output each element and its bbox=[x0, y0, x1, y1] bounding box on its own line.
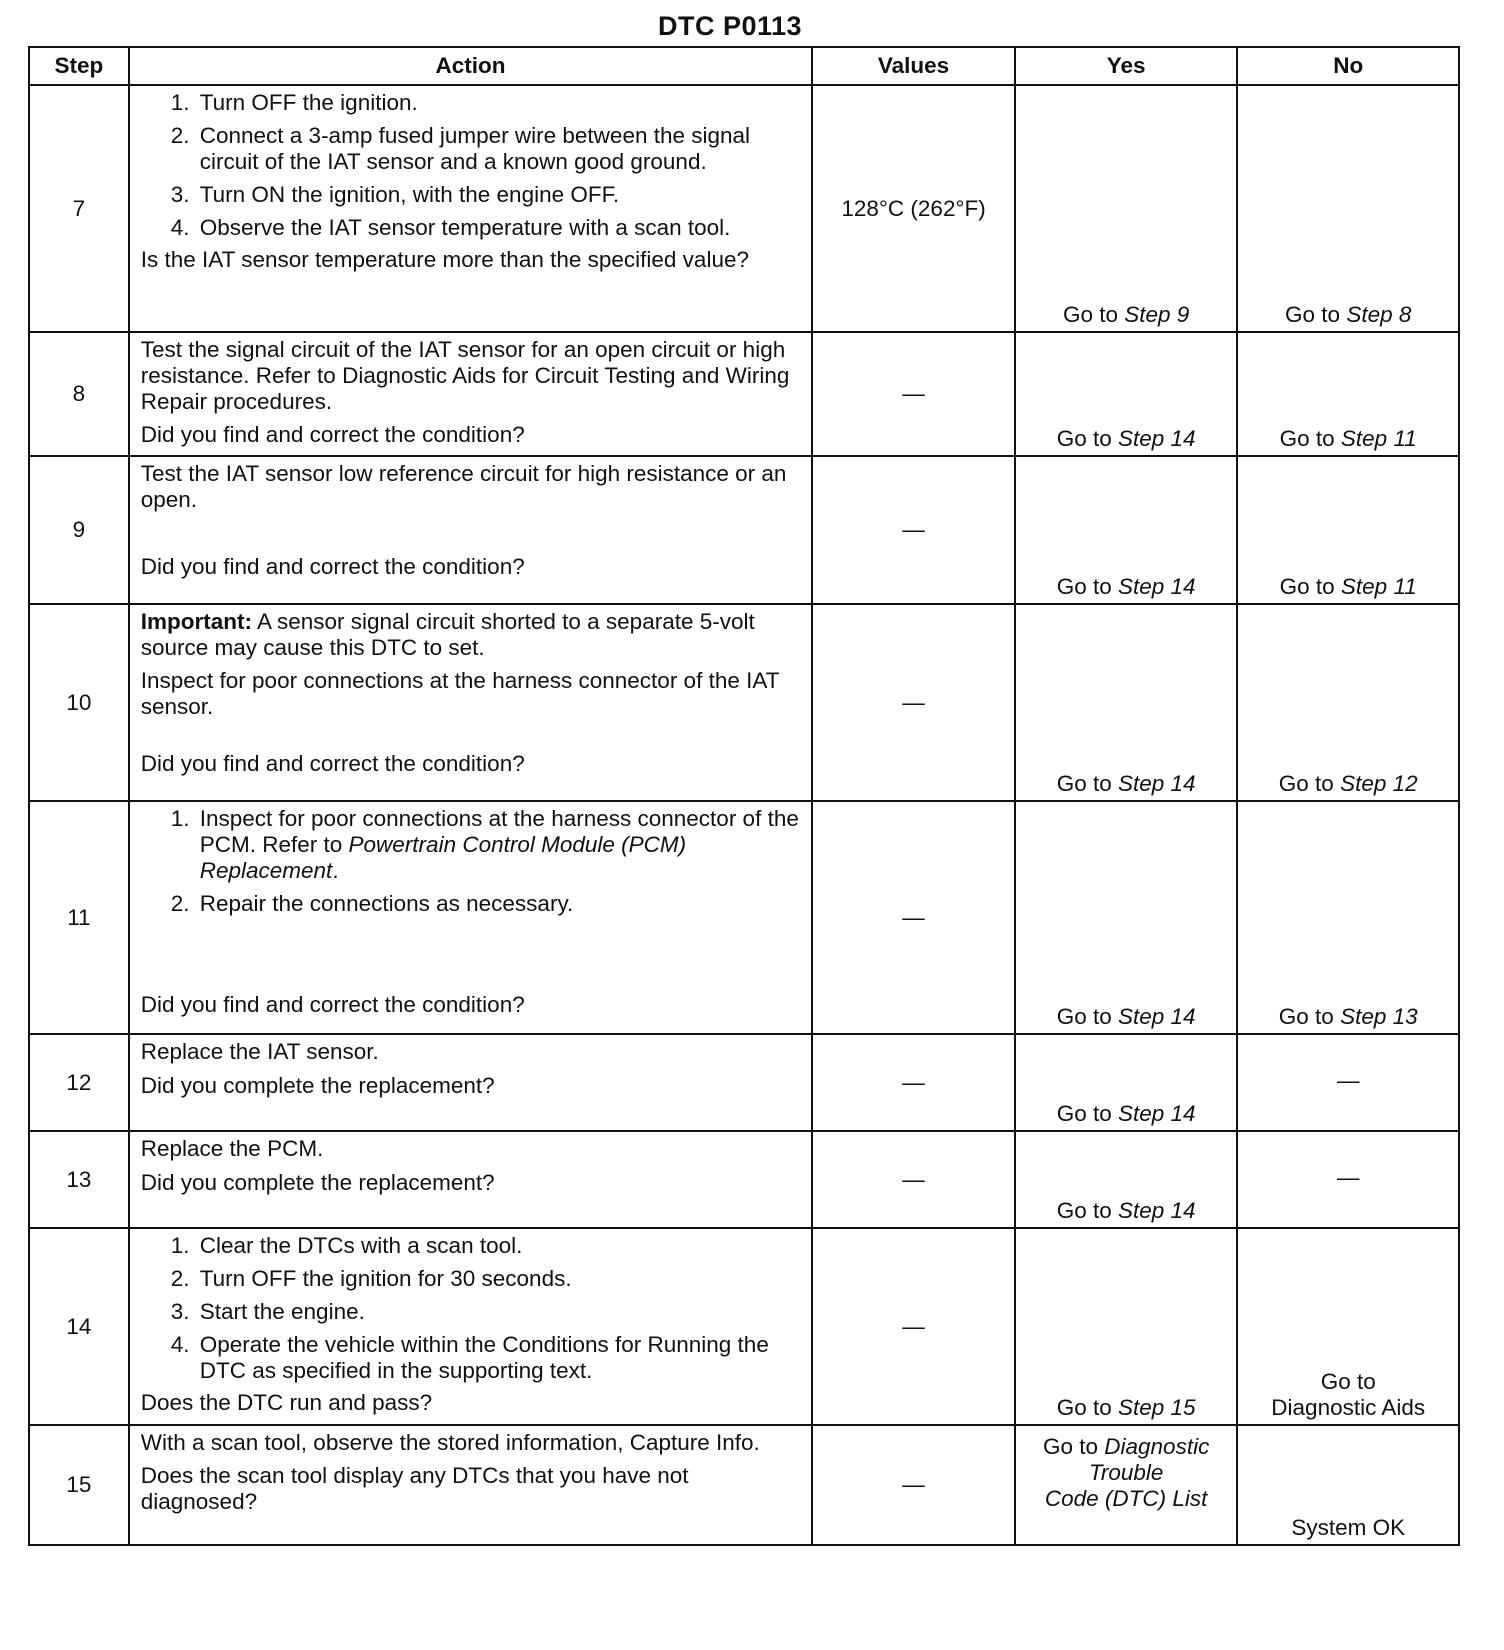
table-row bbox=[29, 332, 1459, 456]
important-label: Important: bbox=[140, 609, 252, 634]
yes-cell bbox=[1015, 1131, 1238, 1228]
list-item: 1. Clear the DTCs with a scan tool. bbox=[196, 1233, 804, 1259]
yes-cell bbox=[1015, 332, 1238, 456]
table-row bbox=[29, 1425, 1459, 1545]
action-question: Did you find and correct the condition? bbox=[140, 422, 525, 447]
yes-line bbox=[1016, 1460, 1237, 1486]
step-link: Step 14 bbox=[1118, 574, 1196, 599]
go-to-text: Go to bbox=[1056, 771, 1112, 796]
go-to-text: Go to bbox=[1278, 771, 1334, 796]
yes-cell bbox=[1015, 1228, 1238, 1425]
value-cell: — bbox=[812, 801, 1015, 1034]
step-link: Step 11 bbox=[1340, 574, 1417, 599]
header-step: Step bbox=[29, 47, 129, 85]
action-cell bbox=[129, 604, 813, 801]
value-cell: — bbox=[812, 332, 1015, 456]
action-text: Test the signal circuit of the IAT sensor for an open circuit or high resistance. Refer to Diagnostic Aids for Circuit Testing and Wiring Repair procedures. bbox=[140, 337, 790, 414]
action-text: Test the IAT sensor low reference circuit for high resistance or an open. bbox=[140, 461, 787, 512]
go-to-text: Go to bbox=[1056, 426, 1112, 451]
list-item bbox=[196, 806, 804, 884]
go-to-text: Go to bbox=[1042, 1434, 1098, 1459]
important-note bbox=[141, 609, 804, 661]
no-cell bbox=[1237, 456, 1459, 604]
no-cell bbox=[1237, 604, 1459, 801]
step-number: 13 bbox=[29, 1131, 129, 1228]
list-item-end: . bbox=[332, 858, 339, 883]
no-cell: — bbox=[1237, 1131, 1459, 1228]
go-to-text: Go to bbox=[1279, 426, 1335, 451]
action-text: With a scan tool, observe the stored information, Capture Info. bbox=[140, 1430, 760, 1455]
yes-cell bbox=[1015, 801, 1238, 1034]
step-number: 15 bbox=[29, 1425, 129, 1545]
important-text: A sensor signal circuit shorted to a separate 5-volt source may cause this DTC to set. bbox=[140, 609, 755, 660]
table-row bbox=[29, 1034, 1459, 1131]
no-cell bbox=[1237, 1228, 1459, 1425]
action-list bbox=[141, 1233, 804, 1384]
list-item: 2. Repair the connections as necessary. bbox=[196, 891, 804, 917]
list-item: 4. Operate the vehicle within the Conditions for Running the DTC as specified in the supporting text. bbox=[196, 1332, 804, 1384]
yes-line bbox=[1016, 1434, 1237, 1460]
table-row bbox=[29, 85, 1459, 332]
action-cell bbox=[129, 1425, 813, 1545]
action-list bbox=[141, 90, 804, 241]
dtc-list-link: Diagnostic bbox=[1104, 1434, 1210, 1459]
step-link: Step 14 bbox=[1118, 1004, 1196, 1029]
go-to-text: Go to bbox=[1278, 1004, 1334, 1029]
list-item: 3. Start the engine. bbox=[196, 1299, 804, 1325]
value-cell: — bbox=[812, 1034, 1015, 1131]
go-to-text: Go to bbox=[1285, 302, 1341, 327]
table-row bbox=[29, 801, 1459, 1034]
step-link: Step 14 bbox=[1118, 1198, 1196, 1223]
yes-cell bbox=[1015, 85, 1238, 332]
go-to-text: Go to bbox=[1056, 1101, 1112, 1126]
step-link: Step 8 bbox=[1346, 302, 1412, 327]
go-to-text: Go to bbox=[1056, 1395, 1112, 1420]
dtc-list-link: Code (DTC) List bbox=[1044, 1486, 1208, 1511]
action-question: Is the IAT sensor temperature more than the specified value? bbox=[140, 247, 749, 272]
step-number: 11 bbox=[29, 801, 129, 1034]
yes-cell bbox=[1015, 1034, 1238, 1131]
header-row bbox=[29, 47, 1459, 85]
action-cell bbox=[129, 85, 813, 332]
action-question: Did you find and correct the condition? bbox=[140, 554, 525, 579]
table-row bbox=[29, 456, 1459, 604]
value-cell: — bbox=[812, 1228, 1015, 1425]
page-title: DTC P0113 bbox=[657, 11, 803, 41]
step-link: Step 14 bbox=[1118, 426, 1196, 451]
value-cell: — bbox=[812, 604, 1015, 801]
step-link: Step 14 bbox=[1118, 771, 1196, 796]
diagnostic-aids-link: Diagnostic Aids bbox=[1271, 1395, 1426, 1420]
go-to-text: Go to bbox=[1056, 1004, 1112, 1029]
value-cell: — bbox=[812, 1425, 1015, 1545]
list-item: 3. Turn ON the ignition, with the engine OFF. bbox=[196, 182, 804, 208]
action-cell bbox=[129, 456, 813, 604]
action-question: Did you complete the replacement? bbox=[140, 1073, 495, 1098]
yes-line bbox=[1016, 1486, 1237, 1512]
yes-cell bbox=[1015, 604, 1238, 801]
list-item: 1. Turn OFF the ignition. bbox=[196, 90, 804, 116]
no-cell bbox=[1237, 801, 1459, 1034]
step-link: Step 11 bbox=[1340, 426, 1417, 451]
action-question: Does the DTC run and pass? bbox=[140, 1390, 433, 1415]
go-to-text: Go to bbox=[1320, 1369, 1376, 1394]
go-to-text: Go to bbox=[1062, 302, 1118, 327]
action-cell bbox=[129, 1131, 813, 1228]
step-number: 7 bbox=[29, 85, 129, 332]
table-row bbox=[29, 1228, 1459, 1425]
header-action: Action bbox=[129, 47, 813, 85]
header-values: Values bbox=[812, 47, 1015, 85]
step-link: Step 9 bbox=[1124, 302, 1190, 327]
list-item: 2. Turn OFF the ignition for 30 seconds. bbox=[196, 1266, 804, 1292]
header-no: No bbox=[1237, 47, 1459, 85]
no-cell bbox=[1237, 332, 1459, 456]
value-cell: — bbox=[812, 1131, 1015, 1228]
list-item: 4. Observe the IAT sensor temperature with a scan tool. bbox=[196, 215, 804, 241]
manual-reference: Powertrain Control Module (PCM) Replacement bbox=[199, 832, 687, 883]
action-cell bbox=[129, 1034, 813, 1131]
header-yes: Yes bbox=[1015, 47, 1238, 85]
value-cell: — bbox=[812, 456, 1015, 604]
list-item-text: Inspect for poor connections at the harness connector of the PCM. Refer to bbox=[199, 806, 799, 857]
step-number: 8 bbox=[29, 332, 129, 456]
step-number: 9 bbox=[29, 456, 129, 604]
action-list bbox=[141, 806, 804, 992]
list-item: 2. Connect a 3-amp fused jumper wire between the signal circuit of the IAT sensor and a known good ground. bbox=[196, 123, 804, 175]
step-number: 12 bbox=[29, 1034, 129, 1131]
no-cell: — bbox=[1237, 1034, 1459, 1131]
step-link: Step 14 bbox=[1118, 1101, 1196, 1126]
dtc-list-link: Trouble bbox=[1088, 1460, 1164, 1485]
yes-cell bbox=[1015, 1425, 1238, 1545]
action-cell bbox=[129, 1228, 813, 1425]
go-to-text: Go to bbox=[1056, 574, 1112, 599]
table-row bbox=[29, 604, 1459, 801]
yes-cell bbox=[1015, 456, 1238, 604]
go-to-text: Go to bbox=[1279, 574, 1335, 599]
action-text: Replace the PCM. bbox=[140, 1136, 324, 1161]
action-question: Does the scan tool display any DTCs that you have not diagnosed? bbox=[140, 1463, 689, 1514]
action-text: Replace the IAT sensor. bbox=[140, 1039, 379, 1064]
action-question: Did you complete the replacement? bbox=[140, 1170, 495, 1195]
step-link: Step 15 bbox=[1118, 1395, 1196, 1420]
step-link: Step 12 bbox=[1340, 771, 1418, 796]
go-to-text: Go to bbox=[1056, 1198, 1112, 1223]
no-cell bbox=[1237, 85, 1459, 332]
step-number: 10 bbox=[29, 604, 129, 801]
action-cell bbox=[129, 801, 813, 1034]
action-cell bbox=[129, 332, 813, 456]
action-question: Did you find and correct the condition? bbox=[140, 992, 525, 1017]
action-question: Did you find and correct the condition? bbox=[140, 751, 525, 776]
action-text: Inspect for poor connections at the harness connector of the IAT sensor. bbox=[140, 668, 780, 719]
value-cell: 128°C (262°F) bbox=[812, 85, 1015, 332]
step-number: 14 bbox=[29, 1228, 129, 1425]
dtc-table bbox=[28, 46, 1460, 1546]
table-row bbox=[29, 1131, 1459, 1228]
step-link: Step 13 bbox=[1340, 1004, 1418, 1029]
no-cell: System OK bbox=[1237, 1425, 1459, 1545]
